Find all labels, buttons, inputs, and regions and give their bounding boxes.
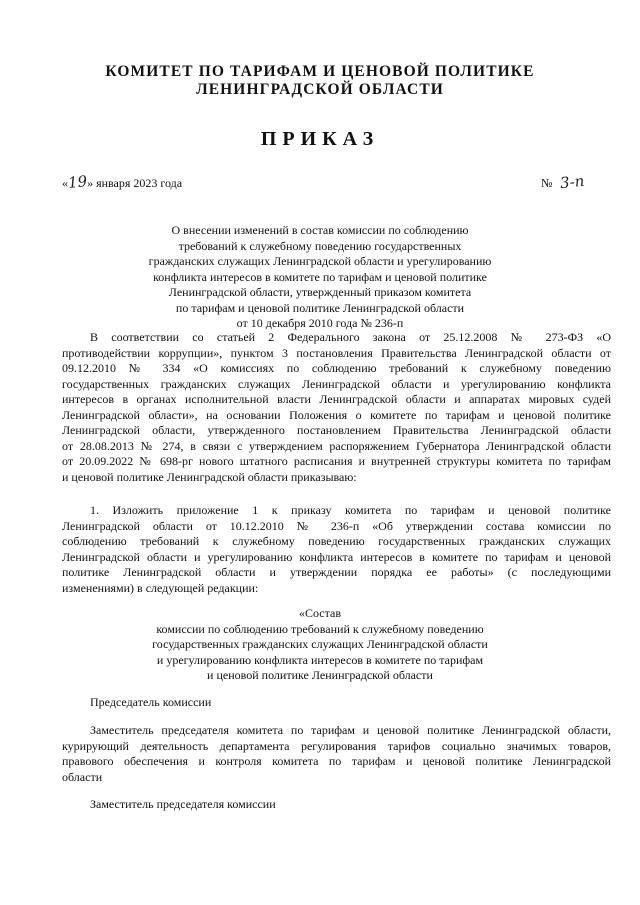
item-1-line: политике Ленинградской области и утверждении порядка ее работы» (с последующими: [62, 565, 611, 579]
date-month-year: » января 2023 года: [87, 176, 183, 190]
preamble-line: государственных гражданских служащих Ленинградской области и урегулированию конфликта: [62, 376, 611, 391]
chairman-label: Председатель комиссии: [90, 695, 212, 709]
subject-line: от 10 декабря 2010 года № 236-п: [236, 316, 404, 330]
item-1-line: Ленинградской области от 10.12.2010 № 236-п «Об утверждении состава комиссии по: [62, 518, 611, 533]
organization-name-line2: ЛЕНИНГРАДСКОЙ ОБЛАСТИ: [196, 81, 444, 98]
organization-name-line1: КОМИТЕТ ПО ТАРИФАМ И ЦЕНОВОЙ ПОЛИТИКЕ: [105, 63, 535, 80]
number-label: №: [541, 176, 553, 190]
subject-line: гражданских служащих Ленинградской области и урегулированию: [148, 254, 492, 268]
handwritten-day: 19: [67, 172, 88, 192]
subject-line: требований к служебному поведению государственных: [178, 238, 462, 253]
subject-line: О внесении изменений в состав комиссии по соблюдению: [171, 223, 469, 237]
composition-line: комиссии по соблюдению требований к служебному поведению: [156, 621, 484, 636]
item-1-line: 1. Изложить приложение 1 к приказу комитета по тарифам и ценовой политике: [90, 503, 611, 517]
composition-line: государственных гражданских служащих Ленинградской области: [152, 637, 488, 651]
subject-line: конфликта интересов в комитете по тарифам и ценовой политике: [153, 269, 487, 284]
item-1-line: изменениями) в следующей редакции:: [62, 580, 259, 595]
preamble-line: Ленинградской области, утвержденного постановлением Правительства Ленинградской области: [62, 423, 611, 437]
item-1-paragraph: [62, 503, 611, 596]
preamble-line: В соответствии со статьей 2 Федерального закона от 25.12.2008 № 273-ФЗ «О: [90, 330, 611, 344]
item-1-line: соблюдению требований к служебному поведению государственных гражданских служащих: [62, 534, 611, 548]
handwritten-number: 3-п: [559, 171, 586, 193]
deputy-description: [62, 723, 611, 785]
subject-line: Ленинградской области, утвержденный приказом комитета: [168, 285, 472, 299]
document-type-title: ПРИКАЗ: [260, 128, 380, 150]
subject-line: по тарифам и ценовой политике Ленинградской области: [175, 300, 465, 315]
preamble-line: противодействии коррупции», пунктом 3 постановления Правительства Ленинградской области от: [62, 345, 611, 360]
item-1-line: Ленинградской области и урегулированию конфликта интересов в комитете по тарифам и ценовой: [62, 549, 611, 564]
preamble-line: интересов в органах исполнительной власти Ленинградской области и аппаратах мировых судей: [62, 392, 611, 406]
composition-line: и ценовой политике Ленинградской области: [207, 668, 433, 682]
date-open-quote: «: [62, 176, 68, 190]
preamble-line: Ленинградской области», на основании Положения о комитете по тарифам и ценовой политике: [62, 407, 611, 422]
preamble-line: и ценовой политике Ленинградской области приказываю:: [62, 469, 357, 484]
composition-heading: [80, 606, 560, 684]
deputy-line: области: [62, 769, 103, 784]
deputy-chairman-label: Заместитель председателя комиссии: [90, 797, 276, 811]
composition-line: «Состав: [298, 606, 341, 620]
deputy-line: правового обеспечения и контроля комитета по тарифам и ценовой политике Ленинградской: [62, 754, 611, 768]
composition-line: и урегулированию конфликта интересов в комитете по тарифам: [156, 652, 484, 667]
deputy-line: Заместитель председателя комитета по тарифам и ценовой политике Ленинградской области,: [90, 723, 611, 737]
deputy-line: курирующий деятельность департамента регулирования тарифов социально значимых товаров,: [62, 738, 611, 753]
order-date: [62, 173, 182, 191]
preamble-line: от 28.08.2013 № 274, в связи с утверждением распоряжением Губернатора Ленинградской области: [62, 438, 611, 453]
preamble-line: от 20.09.2022 № 698-рг нового штатного расписания и внутренней структуры комитета по тарифам: [62, 454, 611, 468]
order-subject: [80, 223, 560, 332]
preamble-paragraph: [62, 330, 611, 485]
order-number: [541, 173, 585, 191]
preamble-line: 09.12.2010 № 334 «О комиссиях по соблюдению требований к служебному поведению: [62, 361, 611, 375]
